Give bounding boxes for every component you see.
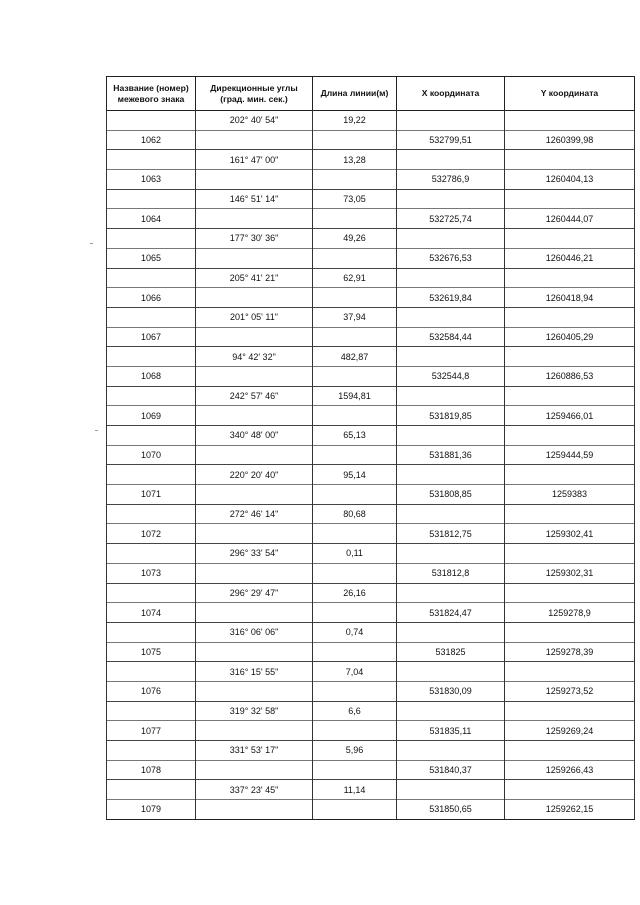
cell-name [107,229,196,249]
cell-y: 1259266,43 [505,760,635,780]
cell-x: 532584,44 [397,327,505,347]
cell-angle [196,642,313,662]
cell-x: 531819,85 [397,406,505,426]
cell-angle [196,248,313,268]
cell-y: 1260886,53 [505,366,635,386]
table-row-point [107,406,635,426]
cell-length [313,721,397,741]
cell-name: 1071 [107,485,196,505]
cell-length [313,603,397,623]
cell-angle: 337° 23' 45" [196,780,313,800]
cell-angle [196,288,313,308]
cell-x [397,150,505,170]
cell-length [313,800,397,820]
cell-x: 532676,53 [397,248,505,268]
cell-length [313,760,397,780]
cell-y [505,347,635,367]
table-row-segment [107,583,635,603]
cell-y [505,662,635,682]
cell-y: 1259278,9 [505,603,635,623]
coordinates-table [106,76,635,820]
cell-angle: 319° 32' 58" [196,701,313,721]
cell-name [107,386,196,406]
cell-x: 531825 [397,642,505,662]
cell-y [505,544,635,564]
cell-angle: 94° 42' 32" [196,347,313,367]
cell-name [107,701,196,721]
cell-x [397,622,505,642]
table-row-segment [107,426,635,446]
cell-angle [196,485,313,505]
cell-x: 532544,8 [397,366,505,386]
cell-y: 1260399,98 [505,130,635,150]
cell-angle: 296° 29' 47" [196,583,313,603]
header-y: Y координата [505,77,635,111]
cell-length [313,485,397,505]
table-row-point [107,288,635,308]
cell-x: 531850,65 [397,800,505,820]
cell-x: 531835,11 [397,721,505,741]
cell-name [107,622,196,642]
cell-length: 37,94 [313,307,397,327]
cell-name: 1073 [107,563,196,583]
cell-name [107,347,196,367]
cell-name: 1077 [107,721,196,741]
cell-y [505,307,635,327]
scan-speck [95,430,98,431]
cell-angle: 202° 40' 54" [196,111,313,131]
cell-name [107,268,196,288]
cell-name [107,465,196,485]
header-name: Название (номер) межевого знака [107,77,196,111]
cell-name [107,583,196,603]
cell-x [397,189,505,209]
table-row-point [107,445,635,465]
cell-length: 13,28 [313,150,397,170]
cell-y: 1260444,07 [505,209,635,229]
scan-speck [90,243,93,244]
cell-angle [196,170,313,190]
cell-name: 1063 [107,170,196,190]
cell-x [397,780,505,800]
cell-name [107,662,196,682]
cell-length [313,524,397,544]
cell-x: 532619,84 [397,288,505,308]
cell-angle: 331° 53' 17" [196,741,313,761]
cell-length: 95,14 [313,465,397,485]
cell-name: 1068 [107,366,196,386]
cell-x: 531808,85 [397,485,505,505]
cell-x [397,544,505,564]
cell-y: 1259262,15 [505,800,635,820]
table-row-point [107,524,635,544]
cell-y [505,465,635,485]
table-row-point [107,603,635,623]
table-row-point [107,563,635,583]
cell-length: 7,04 [313,662,397,682]
cell-length [313,288,397,308]
cell-angle: 146° 51' 14" [196,189,313,209]
cell-length: 11,14 [313,780,397,800]
cell-name: 1067 [107,327,196,347]
cell-angle [196,681,313,701]
cell-x [397,268,505,288]
cell-length: 73,05 [313,189,397,209]
cell-y [505,426,635,446]
table-row-segment [107,465,635,485]
cell-name: 1064 [107,209,196,229]
cell-name [107,111,196,131]
table-body [107,111,635,820]
cell-name [107,189,196,209]
table-row-segment [107,386,635,406]
cell-y [505,229,635,249]
cell-name: 1062 [107,130,196,150]
cell-name: 1072 [107,524,196,544]
table-row-point [107,800,635,820]
cell-angle: 316° 15' 55" [196,662,313,682]
table-row-point [107,485,635,505]
cell-angle [196,327,313,347]
cell-x [397,504,505,524]
table-header-row [107,77,635,111]
cell-x [397,465,505,485]
cell-y [505,150,635,170]
table-row-point [107,209,635,229]
cell-angle [196,721,313,741]
table-row-segment [107,741,635,761]
header-angle: Дирекционные углы (град. мин. сек.) [196,77,313,111]
cell-length: 6,6 [313,701,397,721]
cell-y [505,111,635,131]
cell-y: 1259273,52 [505,681,635,701]
cell-y: 1259383 [505,485,635,505]
cell-y [505,622,635,642]
table-row-segment [107,701,635,721]
cell-name: 1076 [107,681,196,701]
cell-y [505,583,635,603]
cell-y [505,386,635,406]
cell-y: 1259302,31 [505,563,635,583]
table-row-point [107,248,635,268]
cell-x [397,583,505,603]
cell-y: 1259269,24 [505,721,635,741]
cell-name: 1079 [107,800,196,820]
cell-y: 1260446,21 [505,248,635,268]
cell-name: 1075 [107,642,196,662]
cell-y [505,701,635,721]
cell-x [397,741,505,761]
cell-angle [196,209,313,229]
cell-length [313,248,397,268]
table-row-point [107,642,635,662]
cell-length: 0,74 [313,622,397,642]
cell-angle: 220° 20' 40" [196,465,313,485]
cell-length: 49,26 [313,229,397,249]
cell-y: 1259444,59 [505,445,635,465]
cell-name [107,504,196,524]
cell-x: 532786,9 [397,170,505,190]
cell-x: 531830,09 [397,681,505,701]
cell-y: 1260418,94 [505,288,635,308]
cell-length: 482,87 [313,347,397,367]
cell-y [505,268,635,288]
cell-angle: 205° 41' 21" [196,268,313,288]
table-row-point [107,366,635,386]
cell-angle [196,445,313,465]
cell-angle [196,524,313,544]
cell-length: 65,13 [313,426,397,446]
cell-length [313,406,397,426]
cell-name: 1070 [107,445,196,465]
cell-angle: 340° 48' 00" [196,426,313,446]
cell-y: 1260405,29 [505,327,635,347]
header-length: Длина линии(м) [313,77,397,111]
cell-length [313,366,397,386]
cell-y: 1259302,41 [505,524,635,544]
cell-length [313,681,397,701]
cell-name [107,426,196,446]
cell-length [313,170,397,190]
cell-x: 531812,75 [397,524,505,544]
cell-length: 26,16 [313,583,397,603]
cell-x: 532725,74 [397,209,505,229]
cell-name [107,150,196,170]
table-row-segment [107,780,635,800]
cell-x [397,229,505,249]
cell-y: 1260404,13 [505,170,635,190]
cell-angle [196,603,313,623]
cell-name [107,741,196,761]
cell-length: 62,91 [313,268,397,288]
cell-length [313,563,397,583]
cell-length [313,327,397,347]
table-row-point [107,327,635,347]
cell-name [107,307,196,327]
table-row-segment [107,189,635,209]
cell-name: 1069 [107,406,196,426]
cell-y: 1259278,39 [505,642,635,662]
cell-length [313,642,397,662]
table-row-point [107,130,635,150]
cell-angle [196,800,313,820]
cell-name [107,544,196,564]
cell-name: 1078 [107,760,196,780]
cell-length [313,445,397,465]
cell-angle [196,563,313,583]
table-row-segment [107,307,635,327]
cell-length: 19,22 [313,111,397,131]
cell-x: 531812,8 [397,563,505,583]
cell-length [313,209,397,229]
cell-y [505,780,635,800]
cell-x [397,307,505,327]
cell-y [505,189,635,209]
cell-x [397,347,505,367]
cell-length: 5,96 [313,741,397,761]
cell-angle [196,406,313,426]
cell-x [397,701,505,721]
cell-length: 1594,81 [313,386,397,406]
cell-angle [196,366,313,386]
table-row-segment [107,622,635,642]
table-row-segment [107,229,635,249]
cell-angle [196,130,313,150]
cell-x [397,662,505,682]
table-row-segment [107,150,635,170]
cell-angle: 177° 30' 36" [196,229,313,249]
cell-x [397,386,505,406]
cell-x: 531824,47 [397,603,505,623]
cell-name: 1074 [107,603,196,623]
cell-x: 531840,37 [397,760,505,780]
cell-length [313,130,397,150]
cell-name [107,780,196,800]
cell-angle: 201° 05' 11" [196,307,313,327]
cell-x [397,111,505,131]
cell-length: 0,11 [313,544,397,564]
cell-y [505,741,635,761]
table-row-point [107,170,635,190]
cell-angle: 272° 46' 14" [196,504,313,524]
table-row-segment [107,504,635,524]
cell-name: 1065 [107,248,196,268]
table-row-segment [107,544,635,564]
cell-angle: 316° 06' 06" [196,622,313,642]
cell-x: 531881,36 [397,445,505,465]
header-x: X координата [397,77,505,111]
table-row-point [107,721,635,741]
table-row-segment [107,268,635,288]
cell-y [505,504,635,524]
cell-angle [196,760,313,780]
cell-x: 532799,51 [397,130,505,150]
table-row-point [107,681,635,701]
cell-angle: 242° 57' 46" [196,386,313,406]
table-row-point [107,760,635,780]
cell-x [397,426,505,446]
table-row-segment [107,111,635,131]
cell-length: 80,68 [313,504,397,524]
table-row-segment [107,662,635,682]
cell-angle: 296° 33' 54" [196,544,313,564]
table-row-segment [107,347,635,367]
cell-angle: 161° 47' 00" [196,150,313,170]
cell-y: 1259466,01 [505,406,635,426]
cell-name: 1066 [107,288,196,308]
